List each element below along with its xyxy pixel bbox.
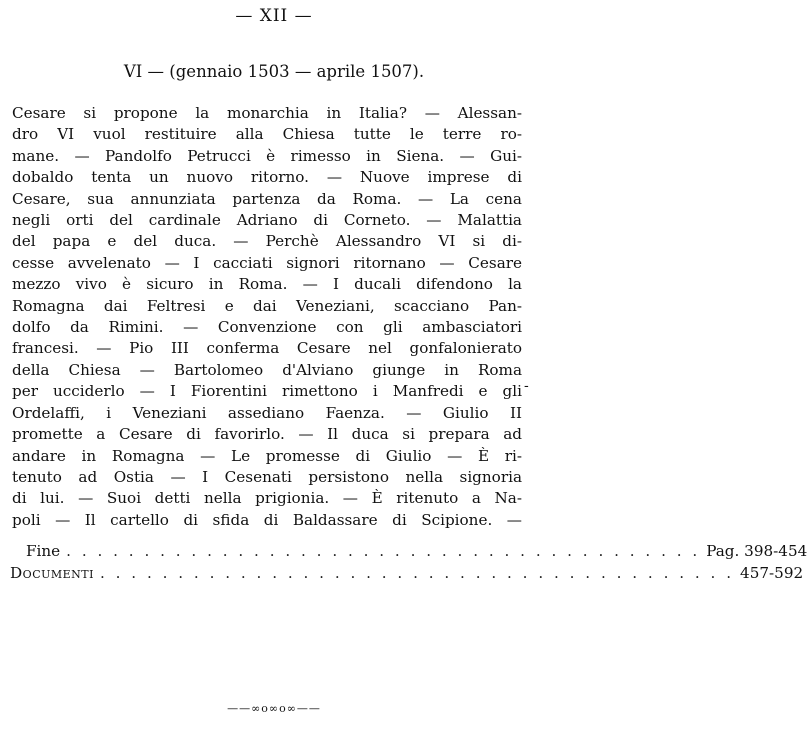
- toc-entry-documenti: [10, 564, 804, 582]
- summary-line: cesse avvelenato — I cacciati signori ritornano — Cesare: [12, 253, 522, 272]
- page-number: — XII —: [235, 6, 313, 26]
- summary-line: Ordelaffi, i Veneziani assediano Faenza. — Giulio II: [12, 403, 522, 422]
- summary-line: mane. — Pandolfo Petrucci è rimesso in Siena. — Gui-: [12, 146, 522, 165]
- summary-line: del papa e del duca. — Perchè Alessandro VI si di-: [12, 232, 522, 251]
- summary-line: di lui. — Suoi detti nella prigionia. — È ritenuto a Na-: [12, 489, 522, 508]
- summary-line: negli orti del cardinale Adriano di Corneto. — Malattia: [12, 211, 522, 230]
- summary-line: poli — Il cartello di sfida di Baldassare di Scipione. —: [12, 510, 522, 529]
- summary-line: promette a Cesare di favorirlo. — Il duca si prepara ad: [12, 425, 522, 444]
- summary-line: dro VI vuol restituire alla Chiesa tutte le terre ro-: [12, 125, 522, 144]
- summary-line: tenuto ad Ostia — I Cesenati persistono nella signoria: [12, 467, 522, 486]
- toc-pages: Pag. 398-454: [706, 542, 807, 560]
- toc-pages: 457-592: [740, 564, 804, 582]
- summary-line: andare in Romagna — Le promesse di Giulio — È ri-: [12, 446, 522, 465]
- leader-dots: . . . . . . . . . . . . . . . . . . . . . . . . . . . . . . . . . . . . . . . . .: [99, 564, 735, 582]
- toc-label: Fine: [26, 542, 61, 560]
- summary-line: Cesare si propone la monarchia in Italia? — Alessan-: [12, 104, 522, 122]
- summary-line: per ucciderlo — I Fiorentini rimettono i Manfredi e gli: [12, 382, 522, 401]
- margin-mark: -: [524, 378, 529, 394]
- ornament-divider: ——∞ο∞ο∞——: [227, 702, 321, 715]
- summary-line: Cesare, sua annunziata partenza da Roma. — La cena: [12, 189, 522, 208]
- leader-dots: . . . . . . . . . . . . . . . . . . . . . . . . . . . . . . . . . . . . . . . . .: [66, 542, 701, 560]
- summary-line: dolfo da Rimini. — Convenzione con gli ambasciatori: [12, 318, 522, 337]
- chapter-heading: VI — (gennaio 1503 — aprile 1507).: [123, 62, 425, 81]
- summary-line: mezzo vivo è sicuro in Roma. — I ducali difendono la: [12, 275, 522, 294]
- summary-line: della Chiesa — Bartolomeo d'Alviano giunge in Roma: [12, 360, 522, 379]
- summary-line: dobaldo tenta un nuovo ritorno. — Nuove imprese di: [12, 168, 522, 187]
- toc-entry-fine: [26, 542, 807, 560]
- summary-line: Romagna dai Feltresi e dai Veneziani, scacciano Pan-: [12, 296, 522, 315]
- summary-line: francesi. — Pio III conferma Cesare nel gonfalonierato: [12, 339, 522, 358]
- chapter-summary: [12, 103, 522, 531]
- toc-label: Documenti: [10, 564, 94, 582]
